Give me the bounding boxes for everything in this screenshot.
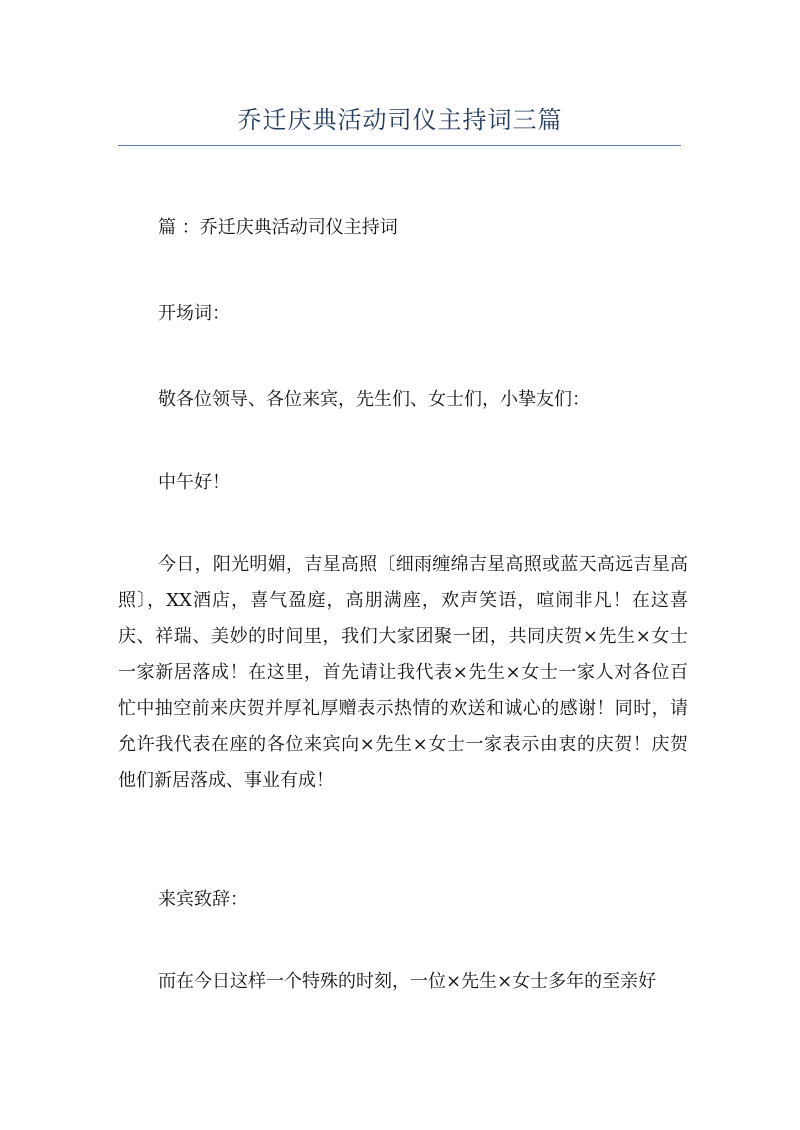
paragraph-guest-speech-label: 来宾致辞： xyxy=(158,889,248,910)
paragraph-body: 今日，阳光明媚，吉星高照〔细雨缠绵吉星高照或蓝天高远吉星高照〕，XX酒店，喜气盈庭，高朋满座，欢声笑语，喧闹非凡！在这喜庆、祥瑞、美妙的时间里，我们大家团聚一团，共同庆贺×先生×女士一家新居落成！在这里，首先请让我代表×先生×女士一家人对各位百忙中抽空前来庆贺并厚礼厚赠表示热情的欢送和诚心的感谢！同时，请允许我代表在座的各位来宾向×先生×女士一家表示由衷的庆贺！庆贺他们新居落成、事业有成！ xyxy=(118,554,688,791)
paragraph-heading: 篇 ：乔迁庆典活动司仪主持词 xyxy=(158,217,398,238)
paragraph-good-noon: 中午好！ xyxy=(158,472,230,493)
paragraph-continuation: 而在今日这样一个特殊的时刻，一位×先生×女士多年的至亲好 xyxy=(158,971,657,992)
paragraph-opening-label: 开场词： xyxy=(158,303,230,324)
paragraph-greeting: 敬各位领导、各位来宾，先生们、女士们，小挚友们： xyxy=(158,389,590,410)
title-underline xyxy=(118,145,681,146)
document-title: 乔迁庆典活动司仪主持词三篇 xyxy=(237,106,563,134)
